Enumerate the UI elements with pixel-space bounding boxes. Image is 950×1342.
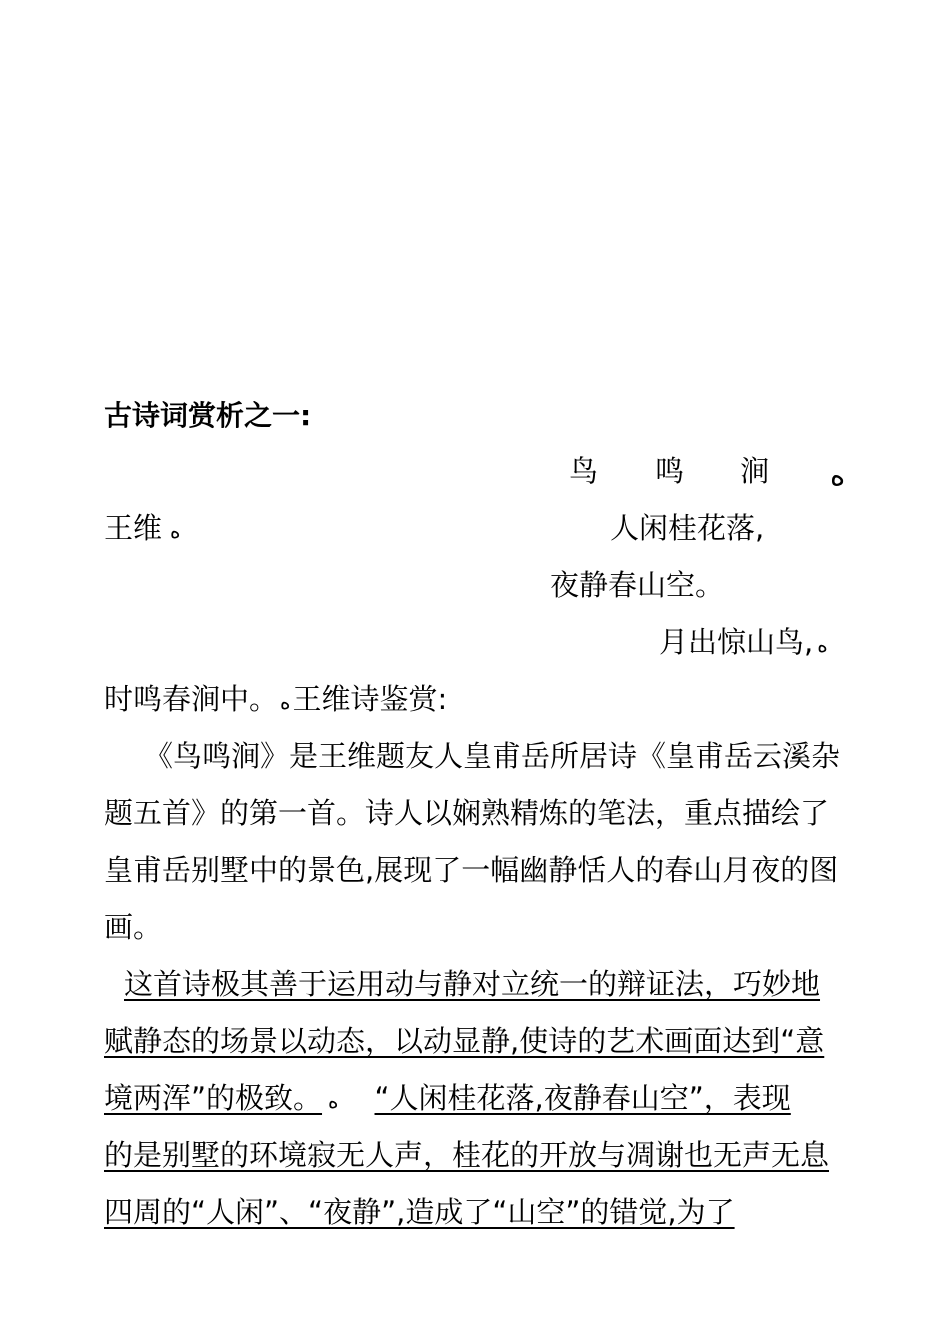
paragraph-mark: ﻩ — [280, 690, 291, 714]
paragraph-mark: ﻩ — [830, 458, 846, 492]
poem-line-4: 时鸣春涧中。 — [104, 682, 279, 716]
body-text-underlined: “人闲桂花落,夜静春山空”，表现 — [374, 1081, 791, 1115]
paragraph-mark: ﻩ — [328, 1089, 339, 1113]
poem-line-3-row — [659, 622, 828, 665]
poem-title — [565, 451, 850, 491]
poem-line-4-row — [104, 679, 447, 722]
poem-line-2: 夜静春山空。 — [550, 568, 725, 602]
paragraph-mark: ﻩ — [170, 519, 181, 543]
paragraph-mark: ﻩ — [817, 633, 828, 657]
poem-line-3: 月出惊山鸟, — [659, 625, 814, 659]
poem-author: 王维 — [104, 511, 163, 545]
poem-title-char-3: 涧 — [740, 454, 770, 488]
body-paragraph-2-line-4: 的是别墅的环境寂无人声，桂花的开放与凋谢也无声无息 — [104, 1138, 830, 1172]
body-text-underlined: 这首诗极其善于运用动与静对立统一的辩证法，巧妙地 — [124, 967, 821, 1001]
body-paragraph-1-line-3: 皇甫岳别墅中的景色,展现了一幅幽静恬人的春山月夜的图 — [104, 853, 839, 887]
body-text: 《鸟鸣涧》是王维题友人皇甫岳所居诗《皇甫岳云溪杂 — [144, 739, 841, 773]
body-paragraph-2-line-1 — [104, 964, 820, 1004]
poem-title-char-2: 鸣 — [655, 454, 685, 488]
body-paragraph-1-line-4: 画。 — [104, 910, 163, 944]
body-paragraph-2-line-2: 赋静态的场景以动态，以动显静,使诗的艺术画面达到“意 — [104, 1024, 825, 1058]
body-text-underlined: 境两浑”的极致。 — [104, 1081, 323, 1115]
body-paragraph-1-line-2: 题五首》的第一首。诗人以娴熟精炼的笔法，重点描绘了 — [104, 796, 830, 830]
poem-title-char-1: 鸟 — [569, 454, 599, 488]
poem-line-1: 人闲桂花落, — [610, 511, 765, 545]
body-paragraph-2-line-5: 四周的“人闲”、“夜静”,造成了“山空”的错觉,为了 — [104, 1195, 735, 1229]
poem-author-line — [104, 508, 181, 551]
body-paragraph-2-line-3 — [104, 1078, 791, 1121]
body-paragraph-1-line-1 — [104, 736, 846, 776]
appreciation-title: 王维诗鉴赏: — [292, 682, 448, 716]
section-heading: 古诗词赏析之一: — [104, 399, 312, 432]
